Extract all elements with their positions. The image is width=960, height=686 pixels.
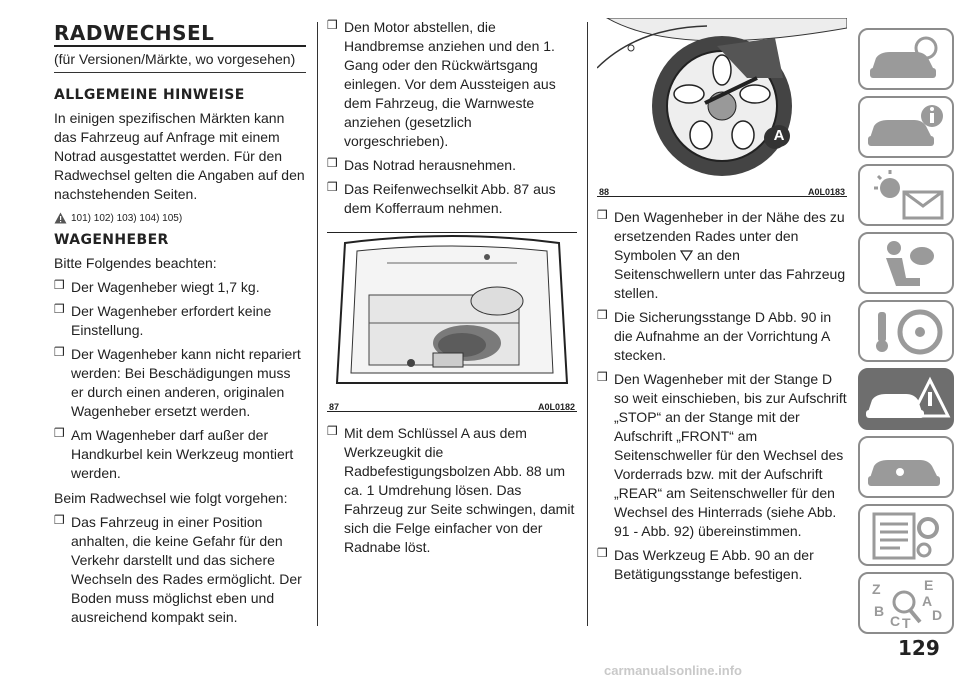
- wheel-illustration: [597, 18, 847, 180]
- page-number: 129: [898, 636, 940, 660]
- warning-lights-icon: [860, 166, 952, 224]
- warning-refs-text: 101) 102) 103) 104) 105): [71, 212, 183, 224]
- alphabet-index-icon: [860, 574, 952, 632]
- tab-steering-key[interactable]: [858, 300, 954, 362]
- figure-number: 88: [599, 187, 610, 197]
- list-item: ❒ Den Motor abstellen, die Handbremse anziehen und den 1. Gang oder den Rückwärtsgang einlegen. Vor dem Aussteigen aus dem Fahrzeug, die Warnweste anziehen (gesetzlich vorgeschrieben).: [327, 18, 556, 149]
- column-1: [54, 22, 306, 627]
- list-item: ❒ Die Sicherungsstange D Abb. 90 in die Aufnahme an der Vorrichtung A stecken.: [597, 308, 832, 363]
- index-letter-a: A: [922, 593, 933, 609]
- checkbox-bullet-icon: ❒: [327, 18, 338, 32]
- checkbox-bullet-icon: ❒: [597, 208, 608, 222]
- checkbox-bullet-icon: ❒: [597, 370, 608, 384]
- page-title: RADWECHSEL: [54, 21, 215, 45]
- list-item: ❒ Das Notrad herausnehmen.: [327, 156, 516, 173]
- checkbox-bullet-icon: ❒: [597, 546, 608, 560]
- checkbox-bullet-icon: ❒: [54, 345, 65, 359]
- warning-triangle-icon: [54, 212, 67, 224]
- tab-car-service[interactable]: [858, 436, 954, 498]
- column-3: [597, 18, 847, 584]
- jack-point-symbol-icon: [680, 250, 693, 261]
- index-letter-b: B: [874, 603, 885, 619]
- list-item: ❒ Das Reifenwechselkit Abb. 87 aus dem Kofferraum nehmen.: [327, 180, 556, 216]
- figure-caption: [597, 185, 847, 197]
- car-info-icon: [860, 30, 952, 88]
- index-letter-d: D: [932, 607, 943, 623]
- checkbox-bullet-icon: ❒: [54, 302, 65, 316]
- figure-code: A0L0183: [807, 187, 845, 197]
- index-letter-z: Z: [872, 581, 881, 597]
- procedure-intro: Beim Radwechsel wie folgt vorgehen:: [54, 490, 288, 506]
- list-item: ❒ Den Wagenheber in der Nähe des zu ersetzenden Rades unter den Symbolen an den Seitenschwellern unter das Fahrzeug stellen.: [597, 208, 846, 301]
- list-item: ❒ Das Werkzeug E Abb. 90 an der Betätigungsstange befestigen.: [597, 546, 814, 582]
- list-item: ❒ Der Wagenheber erfordert keine Einstellung.: [54, 302, 272, 338]
- tab-car-info[interactable]: [858, 28, 954, 90]
- specs-gear-icon: [860, 506, 952, 564]
- tab-alphabet-index[interactable]: [858, 572, 954, 634]
- index-letter-c: C: [890, 613, 901, 629]
- jack-intro: Bitte Folgendes beachten:: [54, 255, 217, 271]
- watermark: carmanualsonline.info: [604, 663, 742, 678]
- car-i-icon: [860, 98, 952, 156]
- figure-caption: [327, 400, 577, 412]
- airbag-seat-icon: [860, 234, 952, 292]
- car-breakdown-icon: [860, 370, 952, 428]
- warning-references: [54, 212, 306, 224]
- index-letter-t: T: [902, 615, 911, 631]
- checkbox-bullet-icon: ❒: [327, 180, 338, 194]
- subtitle-rule: [54, 72, 306, 73]
- column-2: [327, 18, 577, 557]
- heading-general-notes: ALLGEMEINE HINWEISE: [54, 87, 245, 103]
- figure-87: [327, 232, 577, 412]
- checkbox-bullet-icon: ❒: [54, 513, 65, 527]
- car-service-icon: [860, 438, 952, 496]
- subtitle: (für Versionen/Märkte, wo vorgesehen): [54, 51, 296, 67]
- list-item: ❒ Mit dem Schlüssel A aus dem Werkzeugkit die Radbefestigungsbolzen Abb. 88 um ca. 1 Umdrehung lösen. Das Fahrzeug zur Seite schwingen, damit sich die Felge einfacher von der Radnabe löst.: [327, 424, 575, 555]
- list-item: ❒ Den Wagenheber mit der Stange D so weit einschieben, bis zur Aufschrift „STOP“ an der Stange mit der Aufschrift „FRONT“ am Seitenschweller für den Wechsel des Vorderrads bzw. mit der Aufschrift „REAR“ am Seitenschweller für den Wechsel des Hinterrads (siehe Abb. 91 - Abb. 92) übereinstimmen.: [597, 370, 847, 539]
- figure-number: 87: [329, 402, 340, 412]
- figure-code: A0L0182: [537, 402, 575, 412]
- checkbox-bullet-icon: ❒: [597, 308, 608, 322]
- checkbox-bullet-icon: ❒: [54, 278, 65, 292]
- column-divider: [317, 22, 318, 626]
- chapter-tabs: [858, 28, 954, 640]
- general-text: In einigen spezifischen Märkten kann das Fahrzeug auf Anfrage mit einem Notrad ausgestattet werden. Für den Radwechsel gelten die Angaben auf den nachstehenden Seiten.: [54, 110, 305, 202]
- column-divider: [587, 22, 588, 626]
- checkbox-bullet-icon: ❒: [327, 424, 338, 438]
- trunk-illustration: [327, 233, 577, 395]
- list-item: ❒ Der Wagenheber kann nicht repariert werden: Bei Beschädigungen muss er durch einen anderen, originalen Wagenheber ersetzt werden.: [54, 345, 301, 419]
- checkbox-bullet-icon: ❒: [54, 426, 65, 440]
- callout-a-label: A: [773, 127, 785, 144]
- heading-jack: WAGENHEBER: [54, 232, 169, 248]
- tab-airbag-seat[interactable]: [858, 232, 954, 294]
- tab-car-i[interactable]: [858, 96, 954, 158]
- title-rule: [54, 45, 306, 47]
- list-item: ❒ Am Wagenheber darf außer der Handkurbel kein Werkzeug montiert werden.: [54, 426, 294, 481]
- figure-88: [597, 18, 847, 197]
- steering-key-icon: [860, 302, 952, 360]
- tab-specs[interactable]: [858, 504, 954, 566]
- list-item: ❒ Das Fahrzeug in einer Position anhalten, die keine Gefahr für den Verkehr darstellt und das sichere Wechseln des Rades ermöglicht. Der Boden muss möglichst eben und ausreichend kompakt sein.: [54, 513, 302, 625]
- tab-car-breakdown[interactable]: [858, 368, 954, 430]
- list-item: ❒ Der Wagenheber wiegt 1,7 kg.: [54, 278, 260, 295]
- checkbox-bullet-icon: ❒: [327, 156, 338, 170]
- index-letter-e: E: [924, 577, 934, 593]
- tab-warning-lights[interactable]: [858, 164, 954, 226]
